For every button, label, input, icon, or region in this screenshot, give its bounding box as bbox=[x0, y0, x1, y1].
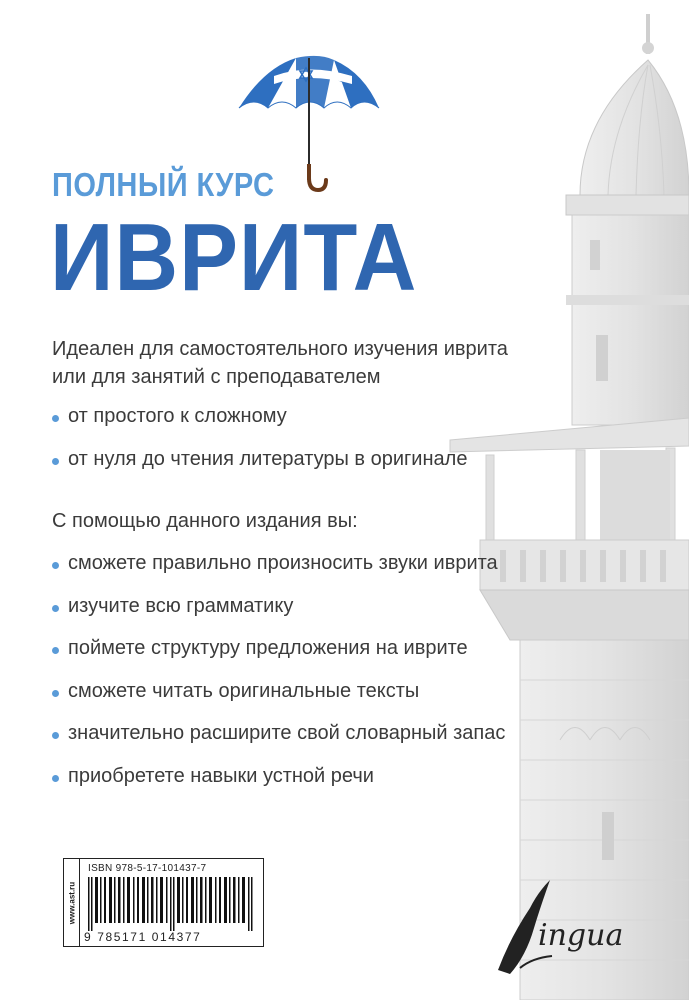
list-item: значительно расширите свой словарный запас bbox=[52, 721, 505, 764]
tower-image bbox=[440, 0, 689, 1000]
list-item: от простого к сложному bbox=[52, 404, 467, 447]
features-list bbox=[52, 404, 467, 490]
isbn: ISBN 978-5-17-101437-7 bbox=[88, 863, 207, 874]
barcode-number: 9 785171 014377 bbox=[84, 930, 202, 944]
subtitle: ПОЛНЫЙ КУРС bbox=[52, 166, 275, 203]
barcode-bars bbox=[86, 877, 258, 931]
lead-text: С помощью данного издания вы: bbox=[52, 510, 358, 532]
list-item: сможете читать оригинальные тексты bbox=[52, 679, 505, 722]
list-item: приобретете навыки устной речи bbox=[52, 764, 505, 807]
list-item: поймете структуру предложения на иврите bbox=[52, 636, 505, 679]
list-item: сможете правильно произносить звуки иврита bbox=[52, 551, 505, 594]
list-item: изучите всю грамматику bbox=[52, 594, 505, 637]
site-url-strip bbox=[64, 859, 80, 946]
benefits-list bbox=[52, 551, 505, 807]
list-item: от нуля до чтения литературы в оригинале bbox=[52, 447, 467, 490]
intro-text: Идеален для самостоятельного изучения иврита или для занятий с преподавателем bbox=[52, 338, 508, 388]
barcode bbox=[63, 858, 264, 947]
site-url: www.ast.ru bbox=[67, 881, 76, 924]
publisher-logo-text: ingua bbox=[538, 918, 624, 953]
book-title: ИВРИТА bbox=[50, 204, 418, 311]
